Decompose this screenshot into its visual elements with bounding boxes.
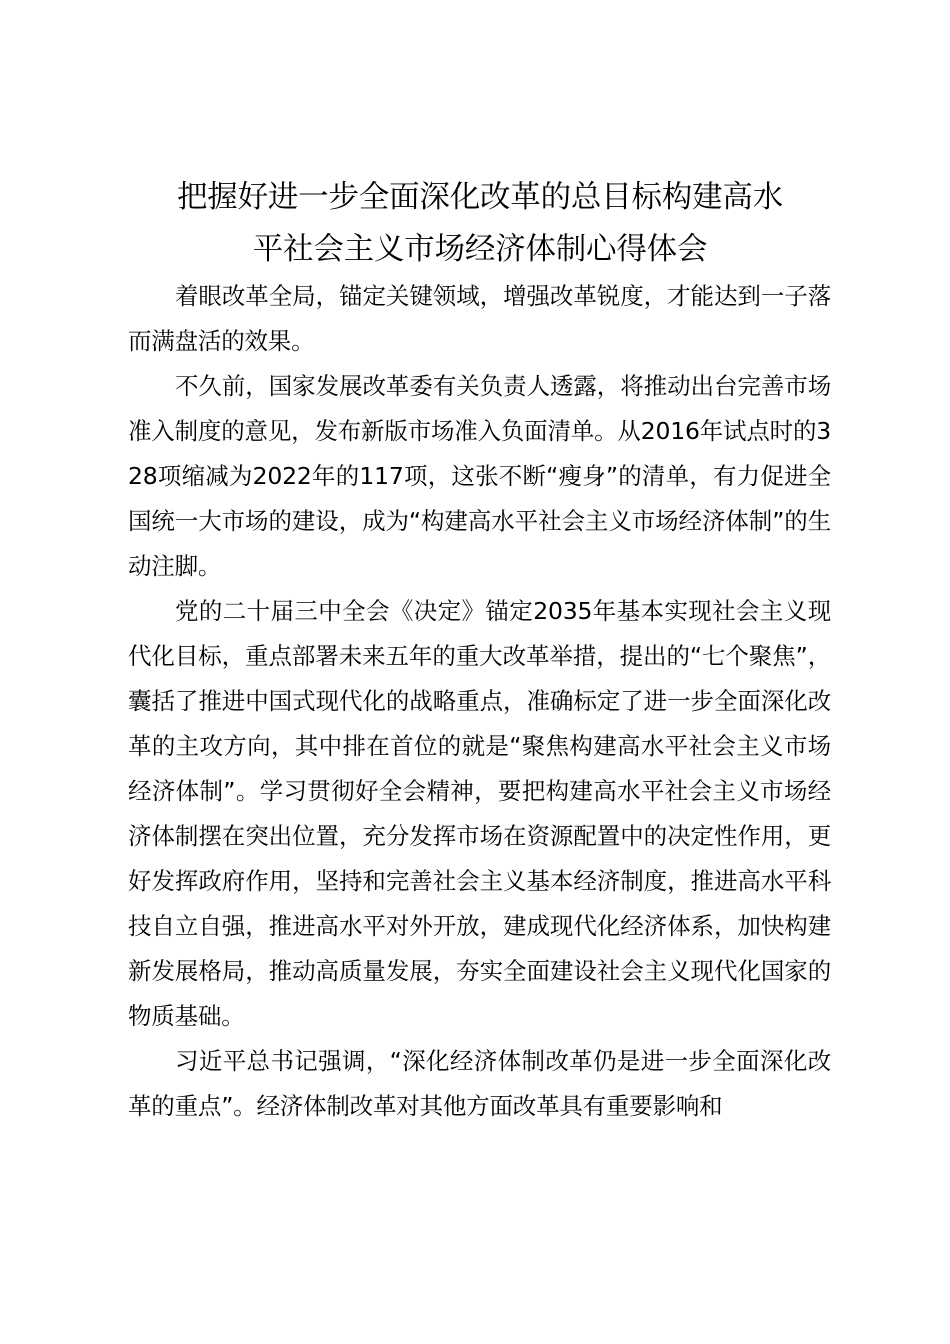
paragraph-3: 党的二十届三中全会《决定》锚定2035年基本实现社会主义现代化目标，重点部署未来五年的重大改革举措，提出的“七个聚焦”，囊括了推进中国式现代化的战略重点，准确标定了进一步全面深化改革的主攻方向，其中排在首位的就是“聚焦构建高水平社会主义市场经济体制”。学习贯彻好全会精神，要把构建高水平社会主义市场经济体制摆在突出位置，充分发挥市场在资源配置中的决定性作用，更好发挥政府作用，坚持和完善社会主义基本经济制度，推进高水平科技自立自强，推进高水平对外开放，建成现代化经济体系，加快构建新发展格局，推动高质量发展，夯实全面建设社会主义现代化国家的物质基础。 (128, 597, 831, 1030)
paragraph-1: 着眼改革全局，锚定关键领域，增强改革锐度，才能达到一子落而满盘活的效果。 (128, 282, 831, 355)
document-title (110, 172, 850, 276)
paragraph-4: 习近平总书记强调，“深化经济体制改革仍是进一步全面深化改革的重点”。经济体制改革对其他方面改革具有重要影响和 (128, 1047, 831, 1120)
paragraph-2: 不久前，国家发展改革委有关负责人透露，将推动出台完善市场准入制度的意见，发布新版市场准入负面清单。从2016年试点时的328项缩减为2022年的117项，这张不断“瘦身”的清单，有力促进全国统一大市场的建设，成为“构建高水平社会主义市场经济体制”的生动注脚。 (128, 372, 831, 580)
title-line-1: 把握好进一步全面深化改革的总目标构建高水 (177, 180, 783, 215)
document-body (128, 274, 831, 1129)
title-line-2: 平社会主义市场经济体制心得体会 (252, 232, 708, 267)
